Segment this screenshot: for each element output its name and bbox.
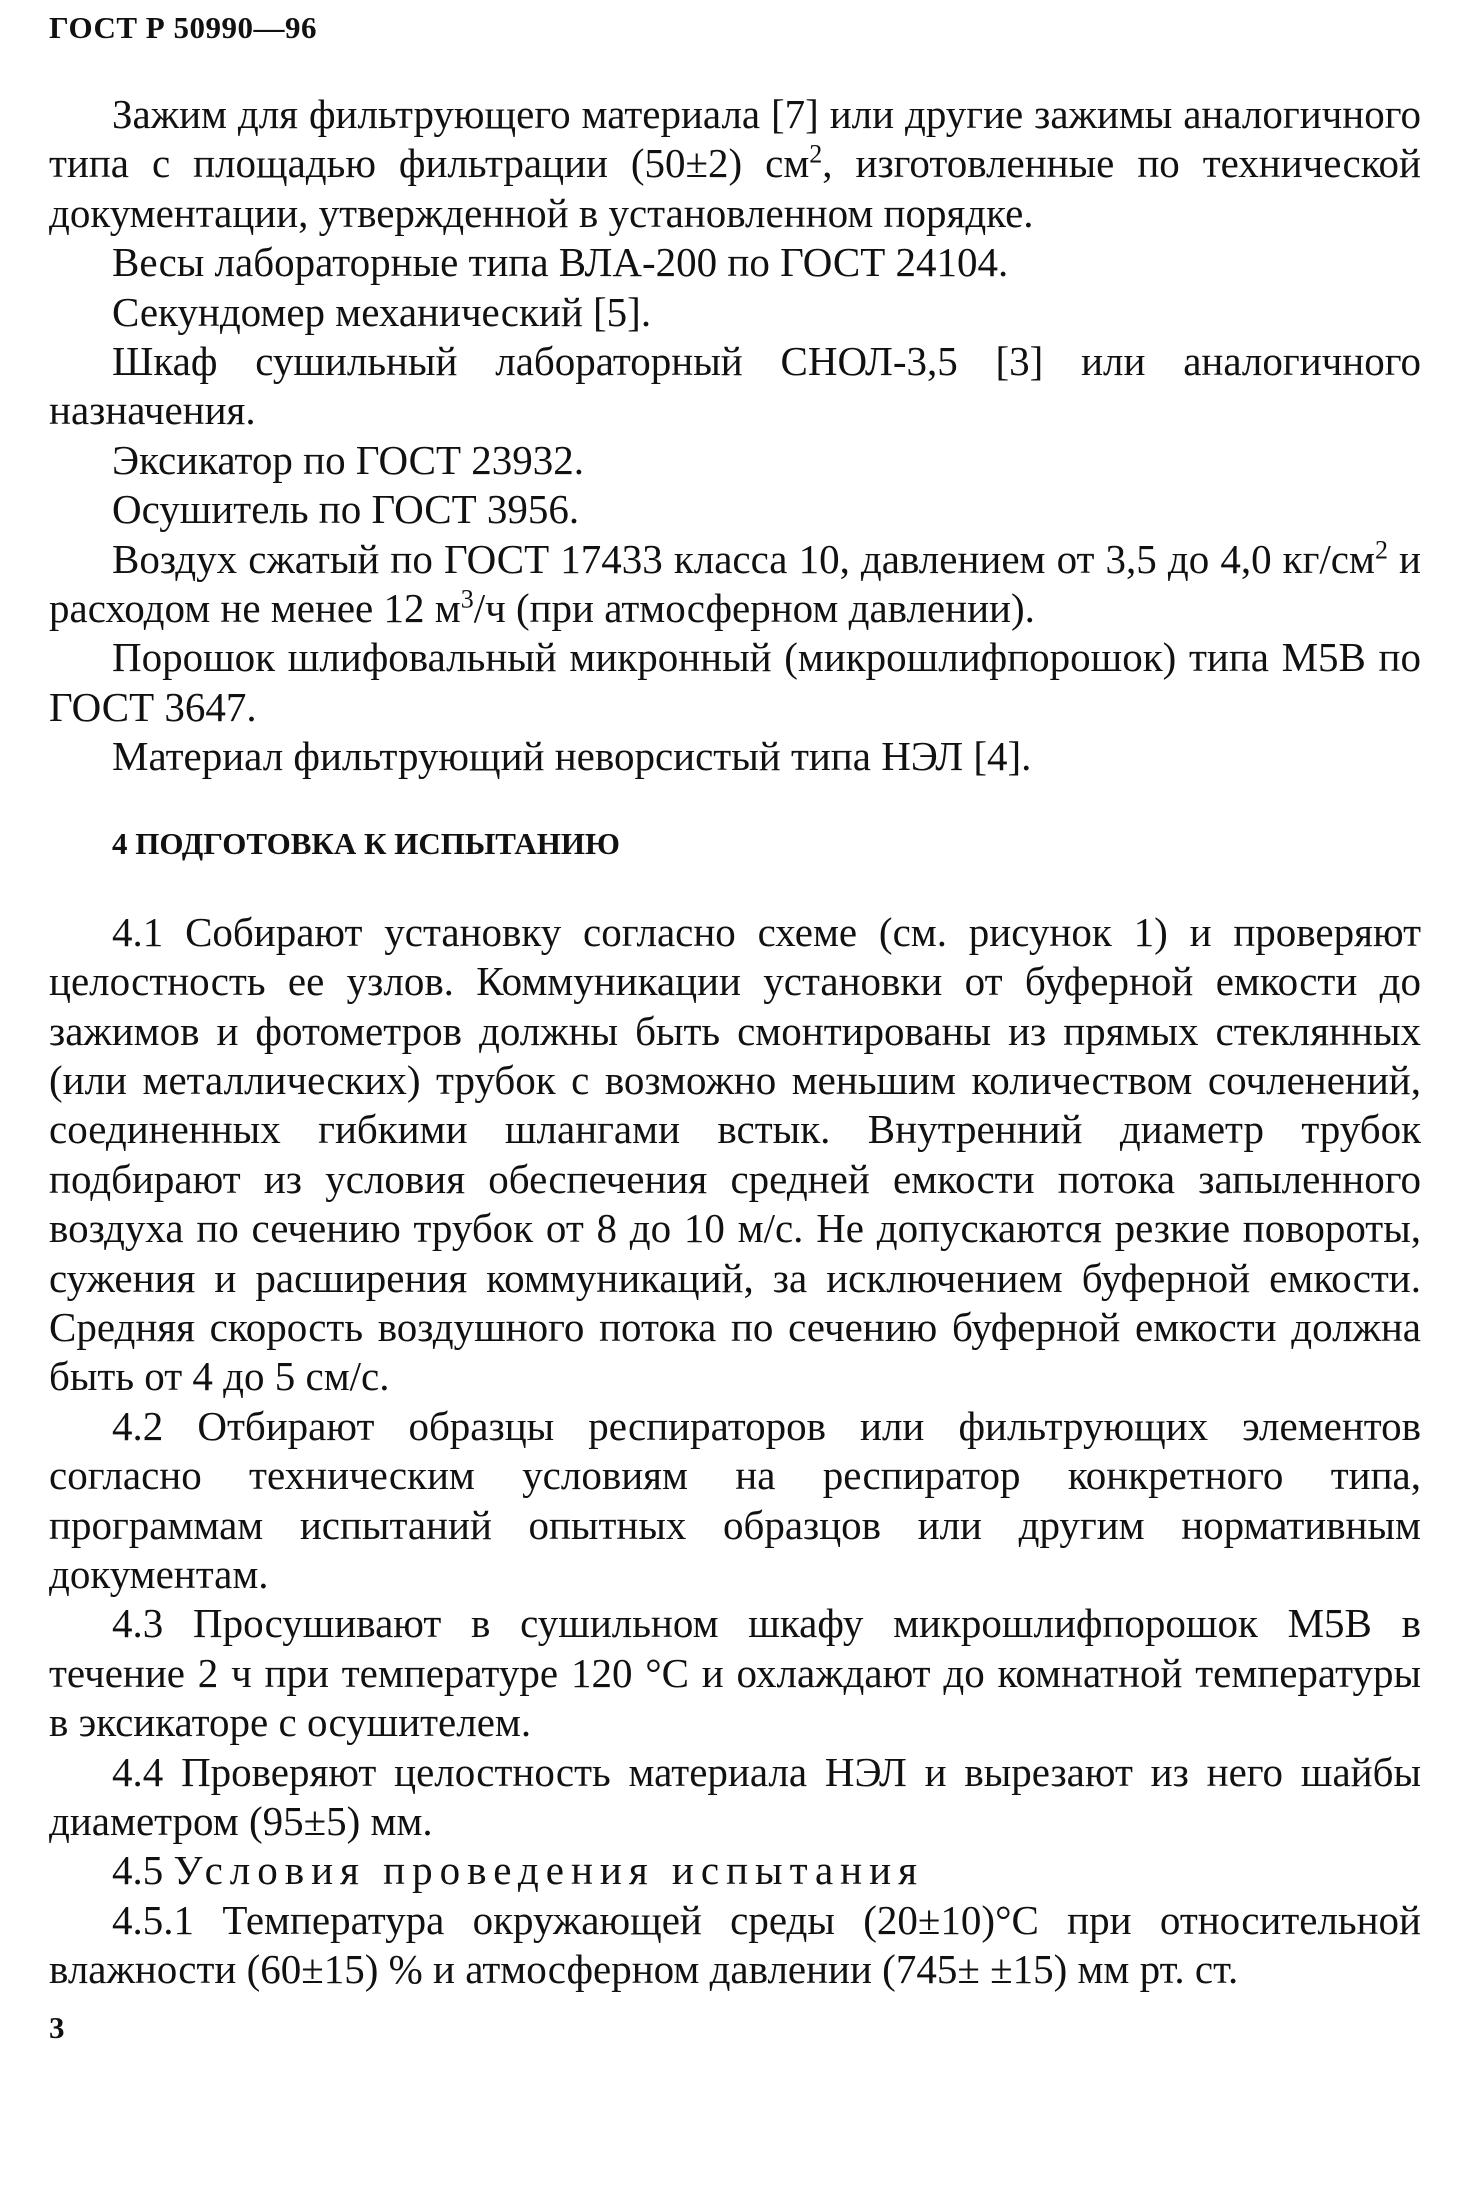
paragraph-4-5-1: 4.5.1 Температура окружающей среды (20±10)°С при относительной влажности (60±15) % и атмосферном давлении (745± ±15) мм рт. ст. [49, 1896, 1421, 1993]
paragraph-powder: Порошок шлифовальный микронный (микрошлифпорошок) типа М5В по ГОСТ 3647. [49, 634, 1421, 730]
superscript: 3 [460, 584, 474, 614]
superscript: 2 [1374, 535, 1388, 564]
paragraph-stopwatch: Секундомер механический [5]. [112, 288, 652, 335]
subsection-heading [49, 1846, 1421, 1895]
subsection-number: 4.5 [112, 1847, 164, 1894]
paragraph-4-2: 4.2 Отбирают образцы респираторов или фильтрующих элементов согласно техническим условиям на респиратор конкретного типа, программам испытаний опытных образцов или другим нормативным документам. [49, 1402, 1421, 1597]
paragraph-scales: Весы лабораторные типа ВЛА-200 по ГОСТ 24104. [112, 239, 1009, 286]
superscript: 2 [809, 139, 823, 169]
paragraph-filter-material: Материал фильтрующий неворсистый типа НЭЛ [4]. [112, 733, 1032, 780]
page-number: 3 [49, 2010, 65, 2045]
paragraph-4-4: 4.4 Проверяют целостность материала НЭЛ и вырезают из него шайбы диаметром (95±5) мм. [49, 1748, 1421, 1844]
document-header: ГОСТ Р 50990—96 [49, 10, 317, 45]
text-span: /ч (при атмосферном давлении). [473, 585, 1035, 632]
document-body [49, 90, 1421, 1995]
paragraph-drying-agent: Осушитель по ГОСТ 3956. [112, 486, 580, 533]
subsection-title: Условия проведения испытания [173, 1847, 924, 1894]
paragraph-compressed-air [49, 535, 1421, 634]
text-span: Зажим для фильтрующего материала [7] или другие зажимы аналогичного типа с площадью фильтрации (50±2) см [49, 91, 1421, 187]
paragraph-4-3: 4.3 Просушивают в сушильном шкафу микрошлифпорошок М5В в течение 2 ч при температуре 120 °С и охлаждают до комнатной температуры в эксикаторе с осушителем. [49, 1600, 1421, 1746]
text-span: и расходом не менее 12 м [49, 535, 1421, 632]
paragraph-desiccator: Эксикатор по ГОСТ 23932. [112, 436, 585, 483]
paragraph-4-1: 4.1 Собирают установку согласно схеме (см. рисунок 1) и проверяют целостность ее узлов. Коммуникации установки от буферной емкости до зажимов и фотометров должны быть смонтированы из прямых стеклянных (или металлических) трубок с возможно меньшим количеством сочленений, соединенных гибкими шлангами встык. Внутренний диаметр трубок подбирают из условия обеспечения средней емкости потока запыленного воздуха по сечению трубок от 8 до 10 м/с. Не допускаются резкие повороты, сужения и расширения коммуникаций, за исключением буферной емкости. Средняя скорость воздушного потока по сечению буферной емкости должна быть от 4 до 5 см/с. [49, 908, 1421, 1400]
paragraph-oven: Шкаф сушильный лабораторный СНОЛ-3,5 [3] или аналогичного назначения. [49, 338, 1421, 434]
section-heading: 4 ПОДГОТОВКА К ИСПЫТАНИЮ [112, 825, 620, 861]
text-span: , изготовленные по технической документации, утвержденной в установленном порядке. [49, 140, 1421, 236]
text-span: Воздух сжатый по ГОСТ 17433 класса 10, давлением от 3,5 до 4,0 кг/см [112, 535, 1375, 582]
document-page [49, 0, 1421, 2203]
paragraph-clamp [49, 90, 1421, 238]
